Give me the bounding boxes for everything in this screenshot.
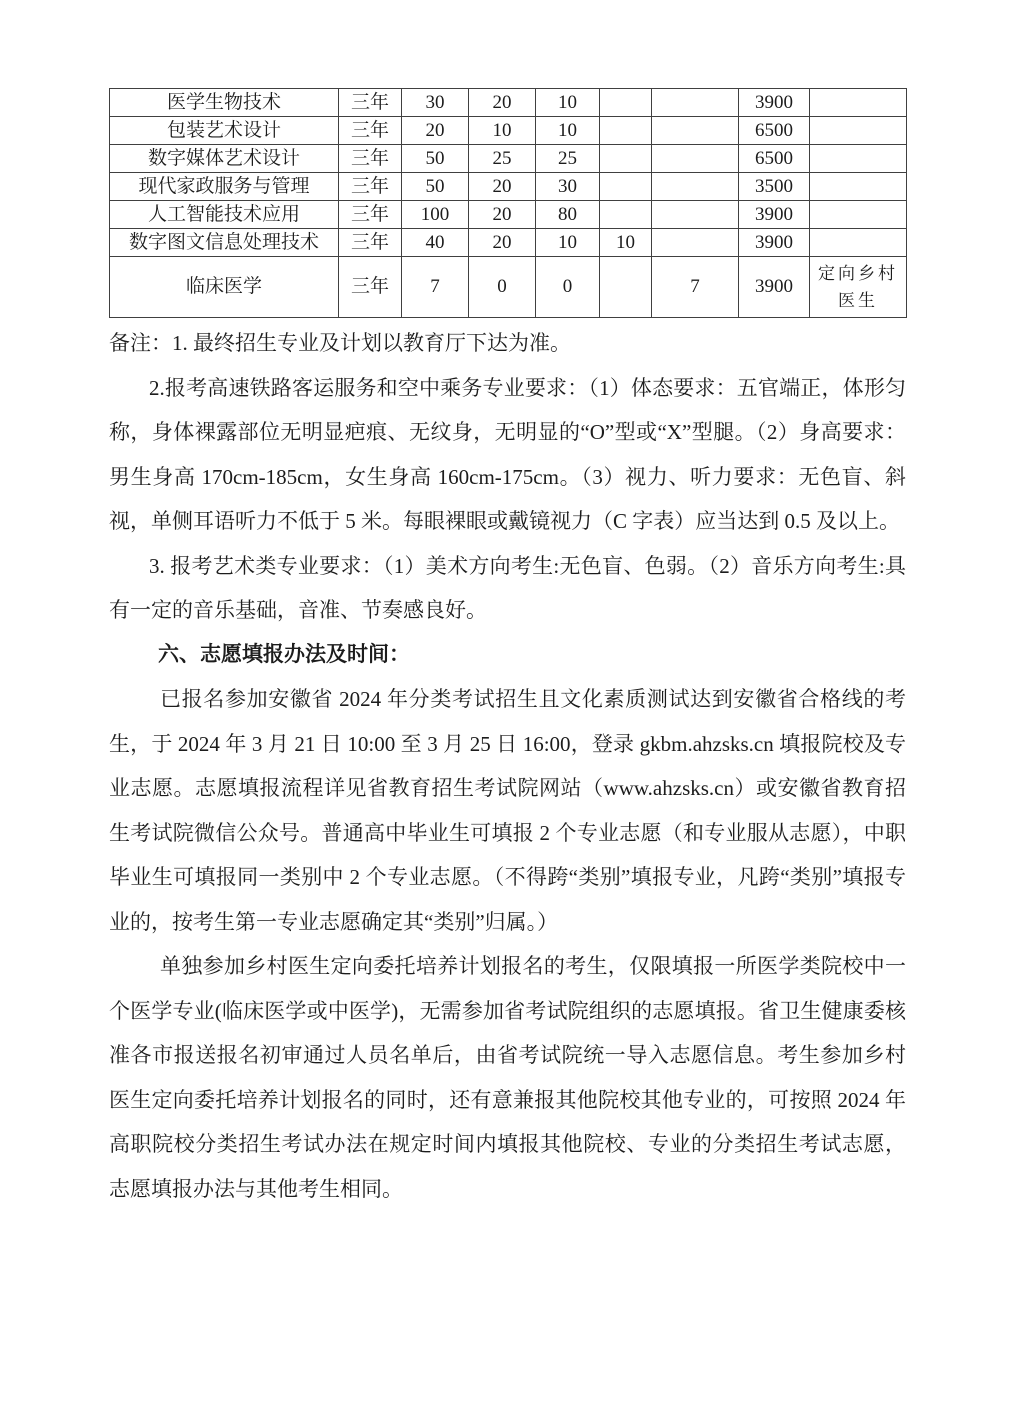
table-cell-remark bbox=[810, 89, 907, 117]
table-cell-major: 人工智能技术应用 bbox=[110, 201, 339, 229]
document-body bbox=[109, 321, 906, 1211]
table-cell-major: 数字图文信息处理技术 bbox=[110, 229, 339, 257]
table-cell: 20 bbox=[402, 117, 469, 145]
table-cell bbox=[600, 145, 652, 173]
table-cell bbox=[600, 117, 652, 145]
table-cell-remark bbox=[810, 201, 907, 229]
table-cell-duration: 三年 bbox=[339, 145, 402, 173]
table-cell: 20 bbox=[469, 89, 536, 117]
table-cell: 10 bbox=[536, 229, 600, 257]
table-cell: 30 bbox=[536, 173, 600, 201]
table-cell: 10 bbox=[536, 89, 600, 117]
notes-item-3: 3. 报考艺术类专业要求：（1）美术方向考生:无色盲、色弱。（2）音乐方向考生:具有一定的音乐基础，音准、节奏感良好。 bbox=[109, 553, 906, 622]
table-cell-fee: 6500 bbox=[739, 145, 810, 173]
table-row bbox=[110, 257, 907, 318]
table-cell bbox=[600, 201, 652, 229]
remark-text: 定向乡村医生 bbox=[818, 264, 898, 310]
table-cell-fee: 3500 bbox=[739, 173, 810, 201]
table-cell-major: 数字媒体艺术设计 bbox=[110, 145, 339, 173]
table-cell: 10 bbox=[600, 229, 652, 257]
notes-item-2: 2.报考高速铁路客运服务和空中乘务专业要求：（1）体态要求：五官端正，体形匀称，身体裸露部位无明显疤痕、无纹身，无明显的“O”型或“X”型腿。（2）身高要求：男生身高 170cm-185cm，女生身高 160cm-175cm。（3）视力、听力要求：无色盲、斜视，单侧耳语听力不低于 5 米。每眼裸眼或戴镜视力（C 字表）应当达到 0.5 及以上。 bbox=[109, 375, 906, 533]
document-content bbox=[109, 88, 906, 1211]
table-row bbox=[110, 89, 907, 117]
table-cell-remark bbox=[810, 117, 907, 145]
table-row bbox=[110, 145, 907, 173]
table-cell-fee: 3900 bbox=[739, 229, 810, 257]
section-paragraph-2: 单独参加乡村医生定向委托培养计划报名的考生，仅限填报一所医学类院校中一个医学专业(临床医学或中医学)，无需参加省考试院组织的志愿填报。省卫生健康委核准各市报送报名初审通过人员名单后，由省考试院统一导入志愿信息。考生参加乡村医生定向委托培养计划报名的同时，还有意兼报其他院校其他专业的，可按照 2024 年高职院校分类招生考试办法在规定时间内填报其他院校、专业的分类招生考试志愿，志愿填报办法与其他考生相同。 bbox=[109, 954, 906, 1201]
table-row bbox=[110, 201, 907, 229]
table-cell: 20 bbox=[469, 173, 536, 201]
table-cell: 7 bbox=[652, 257, 739, 318]
table-row bbox=[110, 229, 907, 257]
table-cell: 40 bbox=[402, 229, 469, 257]
table-cell-duration: 三年 bbox=[339, 89, 402, 117]
table-cell bbox=[600, 173, 652, 201]
table-cell-major: 医学生物技术 bbox=[110, 89, 339, 117]
table-cell: 50 bbox=[402, 145, 469, 173]
table-cell: 10 bbox=[536, 117, 600, 145]
section-heading: 六、志愿填报办法及时间： bbox=[158, 642, 410, 666]
table-cell-major: 现代家政服务与管理 bbox=[110, 173, 339, 201]
table-cell: 25 bbox=[469, 145, 536, 173]
table-cell: 25 bbox=[536, 145, 600, 173]
table-row bbox=[110, 117, 907, 145]
admission-plan-table bbox=[109, 88, 907, 318]
table-cell bbox=[652, 117, 739, 145]
table-cell: 100 bbox=[402, 201, 469, 229]
table-cell bbox=[652, 89, 739, 117]
table-cell: 10 bbox=[469, 117, 536, 145]
table-cell-fee: 3900 bbox=[739, 257, 810, 318]
table-cell-duration: 三年 bbox=[339, 117, 402, 145]
table-cell: 7 bbox=[402, 257, 469, 318]
table-cell: 20 bbox=[469, 201, 536, 229]
table-cell: 20 bbox=[469, 229, 536, 257]
table-cell-major: 临床医学 bbox=[110, 257, 339, 318]
table-cell bbox=[652, 229, 739, 257]
table-cell-major: 包装艺术设计 bbox=[110, 117, 339, 145]
table-cell: 80 bbox=[536, 201, 600, 229]
table-cell: 30 bbox=[402, 89, 469, 117]
table-cell bbox=[600, 89, 652, 117]
table-cell bbox=[652, 145, 739, 173]
table-row bbox=[110, 173, 907, 201]
table-cell: 0 bbox=[536, 257, 600, 318]
table-cell bbox=[600, 257, 652, 318]
table-cell-duration: 三年 bbox=[339, 201, 402, 229]
table-cell-fee: 3900 bbox=[739, 89, 810, 117]
table-cell-duration: 三年 bbox=[339, 173, 402, 201]
section-paragraph-1: 已报名参加安徽省 2024 年分类考试招生且文化素质测试达到安徽省合格线的考生，于 2024 年 3 月 21 日 10:00 至 3 月 25 日 16:00，登录 gkbm.ahzsks.cn 填报院校及专业志愿。志愿填报流程详见省教育招生考试院网站（www.ahzsks.cn）或安徽省教育招生考试院微信公众号。普通高中毕业生可填报 2 个专业志愿（和专业服从志愿），中职毕业生可填报同一类别中 2 个专业志愿。（不得跨“类别”填报专业，凡跨“类别”填报专业的，按考生第一专业志愿确定其“类别”归属。） bbox=[109, 687, 906, 934]
table-cell-remark bbox=[810, 173, 907, 201]
table-cell: 50 bbox=[402, 173, 469, 201]
table-cell-remark bbox=[810, 257, 907, 318]
table-cell-fee: 6500 bbox=[739, 117, 810, 145]
table-cell-fee: 3900 bbox=[739, 201, 810, 229]
table-cell bbox=[652, 201, 739, 229]
notes-line: 备注：1. 最终招生专业及计划以教育厅下达为准。 bbox=[109, 331, 571, 355]
table-cell-remark bbox=[810, 229, 907, 257]
table-cell-duration: 三年 bbox=[339, 257, 402, 318]
table-cell bbox=[652, 173, 739, 201]
table-cell-remark bbox=[810, 145, 907, 173]
table-cell: 0 bbox=[469, 257, 536, 318]
table-cell-duration: 三年 bbox=[339, 229, 402, 257]
